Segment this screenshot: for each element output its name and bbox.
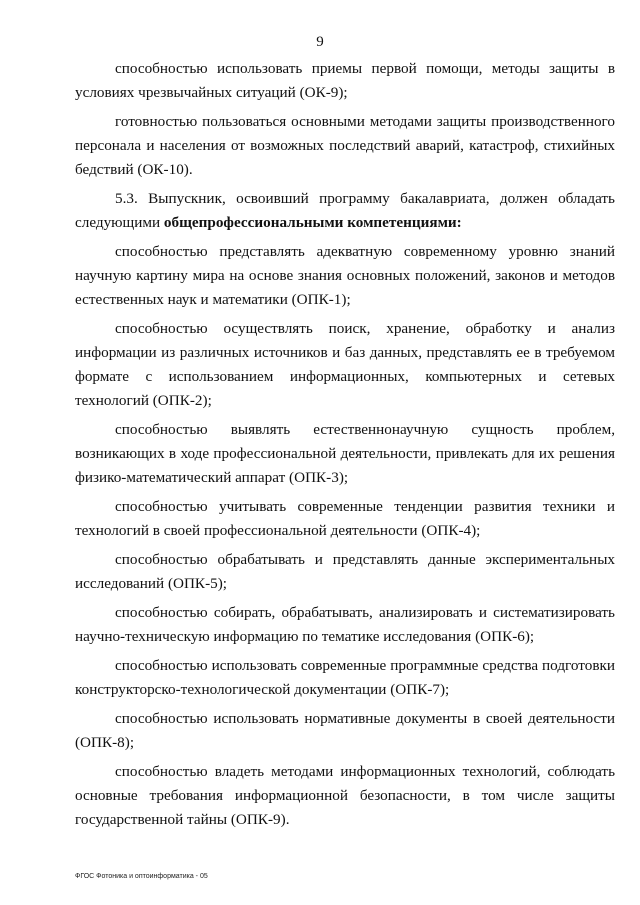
paragraph-opk-8: способностью использовать нормативные документы в своей деятельности (ОПК-8); <box>75 710 615 751</box>
page-footer: ФГОС Фотоника и оптоинформатика - 05 <box>75 873 208 880</box>
paragraph-opk-4: способностью учитывать современные тенденции развития техники и технологий в своей профессиональной деятельности (ОПК-4); <box>75 498 615 539</box>
paragraph-ok-9: способностью использовать приемы первой помощи, методы защиты в условиях чрезвычайных ситуаций (ОК-9); <box>75 60 615 101</box>
paragraph-opk-1: способностью представлять адекватную современному уровню знаний научную картину мира на основе знания основных положений, законов и методов естественных наук и математики (ОПК-1); <box>75 243 615 308</box>
document-body <box>75 57 615 837</box>
paragraph-opk-3: способностью выявлять естественнонаучную сущность проблем, возникающих в ходе профессиональной деятельности, привлекать для их решения физико-математический аппарат (ОПК-3); <box>75 421 615 486</box>
paragraph-opk-9: способностью владеть методами информационных технологий, соблюдать основные требования информационной безопасности, в том числе защиты государственной тайны (ОПК-9). <box>75 763 615 828</box>
paragraph-ok-10: готовностью пользоваться основными методами защиты производственного персонала и населения от возможных последствий аварий, катастроф, стихийных бедствий (ОК-10). <box>75 113 615 178</box>
paragraph-opk-5: способностью обрабатывать и представлять данные экспериментальных исследований (ОПК-5); <box>75 551 615 592</box>
section-5-3-text: 5.3. Выпускник, освоивший программу бакалавриата, должен обладать следующими <box>75 190 615 231</box>
section-5-3-bold-term: общепрофессиональными компетенциями: <box>163 214 462 231</box>
paragraph-opk-6: способностью собирать, обрабатывать, анализировать и систематизировать научно-техническую информацию по тематике исследования (ОПК-6); <box>75 604 615 645</box>
paragraph-section-5-3 <box>75 187 615 235</box>
page-number: 9 <box>316 34 324 50</box>
paragraph-opk-2: способностью осуществлять поиск, хранение, обработку и анализ информации из различных источников и баз данных, представлять ее в требуемом формате с использованием информационных, компьютерных и сетевых технологий (ОПК-2); <box>75 320 615 409</box>
paragraph-opk-7: способностью использовать современные программные средства подготовки конструкторско-технологической документации (ОПК-7); <box>75 657 615 698</box>
